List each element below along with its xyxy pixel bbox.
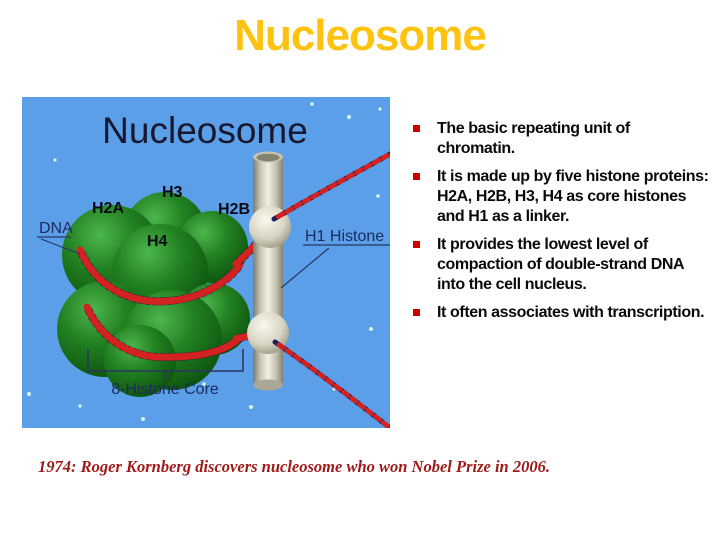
footer-note: 1974: Roger Kornberg discovers nucleosome who won Nobel Prize in 2006. <box>38 457 550 476</box>
slide-title: Nucleosome <box>234 11 486 60</box>
bullet-text: It provides the lowest level of compaction of double-strand DNA into the cell nucleus. <box>437 236 684 293</box>
bullet-item <box>413 119 711 159</box>
bullet-list <box>413 119 711 323</box>
bullet-item <box>413 235 711 295</box>
bullet-square-icon <box>413 309 420 316</box>
diagram-title: Nucleosome <box>102 110 308 151</box>
core-label: 8-Histone Core <box>111 381 219 398</box>
bullet-text: It often associates with transcription. <box>437 304 705 321</box>
bullet-text: It is made up by five histone proteins: H2A, H2B, H3, H4 as core histones and H1 as a linker. <box>437 168 709 225</box>
dna-label: DNA <box>39 220 73 237</box>
h3-label: H3 <box>162 184 183 201</box>
bullet-item <box>413 167 711 227</box>
bullet-square-icon <box>413 173 420 180</box>
nucleosome-figure <box>22 97 390 428</box>
bullet-text: The basic repeating unit of chromatin. <box>437 120 630 157</box>
bullet-square-icon <box>413 125 420 132</box>
nucleosome-diagram <box>22 97 390 428</box>
h2b-label: H2B <box>218 201 251 218</box>
bullet-item <box>413 303 711 323</box>
h4-label: H4 <box>147 233 168 250</box>
h2a-label: H2A <box>92 200 125 217</box>
h1-label: H1 Histone <box>305 228 385 245</box>
bullet-square-icon <box>413 241 420 248</box>
